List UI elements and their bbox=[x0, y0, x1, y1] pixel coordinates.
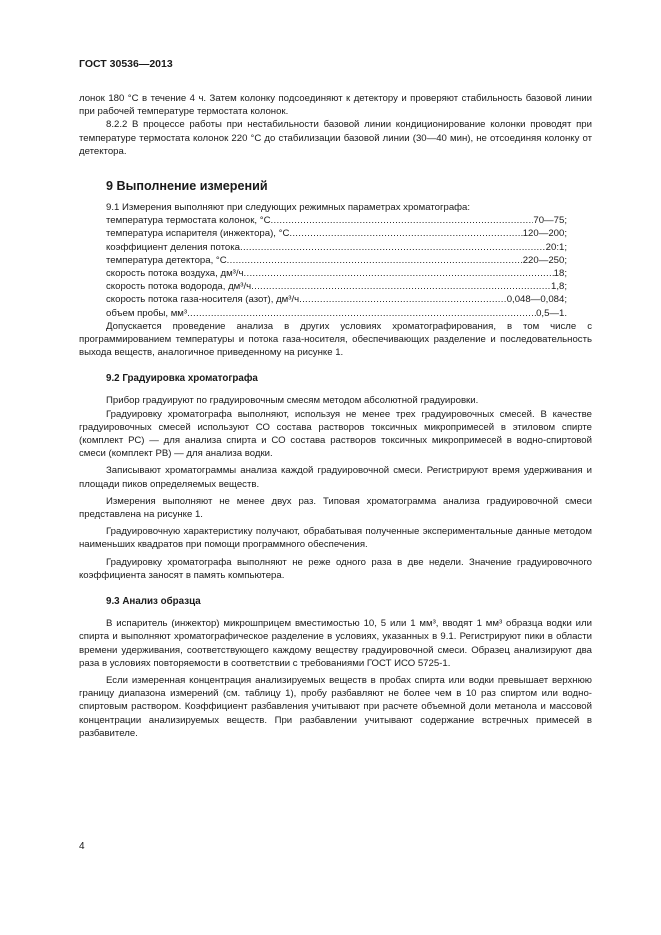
paragraph-9-1: 9.1 Измерения выполняют при следующих режимных параметрах хроматографа: bbox=[106, 202, 471, 214]
page-content bbox=[79, 92, 592, 740]
param-row bbox=[106, 307, 567, 320]
paragraph: Измерения выполняют не менее двух раз. Типовая хроматограмма анализа градуировочной смеси представлена на рисунке 1. bbox=[79, 495, 592, 521]
paragraph-continuation: лонок 180 °С в течение 4 ч. Затем колонку подсоединяют к детектору и проверяют стабильность базовой линии при рабочей температуре термостата колонок. bbox=[79, 93, 592, 118]
section-9-3-heading: 9.3 Анализ образца bbox=[106, 596, 201, 608]
section-9-2-heading: 9.2 Градуировка хроматографа bbox=[106, 373, 258, 385]
paragraph: Градуировочную характеристику получают, обрабатывая полученные экспериментальные данные методом наименьших квадратов при помощи программного обеспечения. bbox=[79, 526, 592, 551]
param-name: температура термостата колонок, °С bbox=[106, 215, 271, 227]
param-row bbox=[106, 293, 567, 306]
param-value: 70—75; bbox=[533, 215, 567, 227]
param-row bbox=[106, 280, 567, 293]
paragraph: Если измеренная концентрация анализируемых веществ в пробах спирта или водки превышает верхнюю границу диапазона измерений (см. таблицу 1), пробу разбавляют не более чем в 10 раз спиртом или водно-спиртовым раствором. Коэффициент разбавления учитывают при расчете объемной доли метанола и массовой концентрации анализируемых веществ. При разбавлении учитывают содержание встречных примесей в разбавителе. bbox=[79, 674, 592, 739]
param-name: температура испарителя (инжектора), °С bbox=[106, 228, 290, 240]
param-value: 20:1; bbox=[545, 241, 567, 253]
param-value: 18; bbox=[553, 268, 567, 280]
param-name: объем пробы, мм³ bbox=[106, 307, 188, 319]
param-value: 0,048—0,084; bbox=[506, 294, 567, 306]
param-value: 0,5—1. bbox=[536, 307, 567, 319]
param-value: 1,8; bbox=[550, 281, 567, 293]
param-row bbox=[106, 227, 567, 240]
paragraph: Градуировку хроматографа выполняют, используя не менее трех градуировочных смесей. В качестве градуировочных смесей используют СО состава растворов токсичных микропримесей в этиловом спирте (комплект РС) — для анализа спирта и СО состава растворов токсичных микропримесей в водно-спиртовой смеси (комплект РВ) — для анализа водки. bbox=[79, 408, 592, 460]
param-row bbox=[106, 214, 567, 227]
param-name: температура детектора, °С bbox=[106, 254, 227, 266]
paragraph: Прибор градуируют по градуировочным смесям методом абсолютной градуировки. bbox=[106, 395, 479, 407]
paragraph: В испаритель (инжектор) микрошприцем вместимостью 10, 5 или 1 мм³, вводят 1 мм³ образца водки или спирта и выполняют хроматографическое разделение в условиях, указанных в 9.1. Регистрируют пики в области времени удерживания, соответствующего каждому веществу градуировочной смеси. Образец анализируют два раза в условиях повторяемости в соответствии с требованиями ГОСТ ИСО 5725-1. bbox=[79, 618, 592, 669]
param-row bbox=[106, 241, 567, 254]
paragraph: Записывают хроматограммы анализа каждой градуировочной смеси. Регистрируют время удерживания и площади пиков определяемых веществ. bbox=[79, 465, 592, 490]
paragraph-8-2-2: 8.2.2 В процессе работы при нестабильности базовой линии кондиционирование колонки проводят при температуре термостата колонок 220 °С до стабилизации базовой линии (30—40 мин), не отсоединяя колонку от детектора. bbox=[79, 119, 592, 157]
param-name: скорость потока водорода, дм³/ч bbox=[106, 281, 252, 293]
param-name: скорость потока воздуха, дм³/ч bbox=[106, 268, 244, 280]
param-value: 220—250; bbox=[522, 254, 567, 266]
paragraph-allowed-conditions: Допускается проведение анализа в других условиях хроматографирования, в том числе с программированием температуры и потока газа-носителя, обеспечивающих разделение и последовательность выхода веществ, аналогичное приведенному на рисунке 1. bbox=[79, 320, 592, 359]
page-number: 4 bbox=[79, 841, 85, 852]
param-name: коэффициент деления потока bbox=[106, 241, 240, 253]
paragraph: Градуировку хроматографа выполняют не реже одного раза в две недели. Значение градуировочного коэффициента заносят в память компьютера. bbox=[79, 556, 592, 581]
document-header: ГОСТ 30536—2013 bbox=[79, 58, 173, 70]
section-9-heading: 9 Выполнение измерений bbox=[106, 179, 268, 194]
param-row bbox=[106, 267, 567, 280]
param-name: скорость потока газа-носителя (азот), дм³/ч bbox=[106, 294, 300, 306]
param-row bbox=[106, 254, 567, 267]
param-value: 120—200; bbox=[522, 228, 567, 240]
